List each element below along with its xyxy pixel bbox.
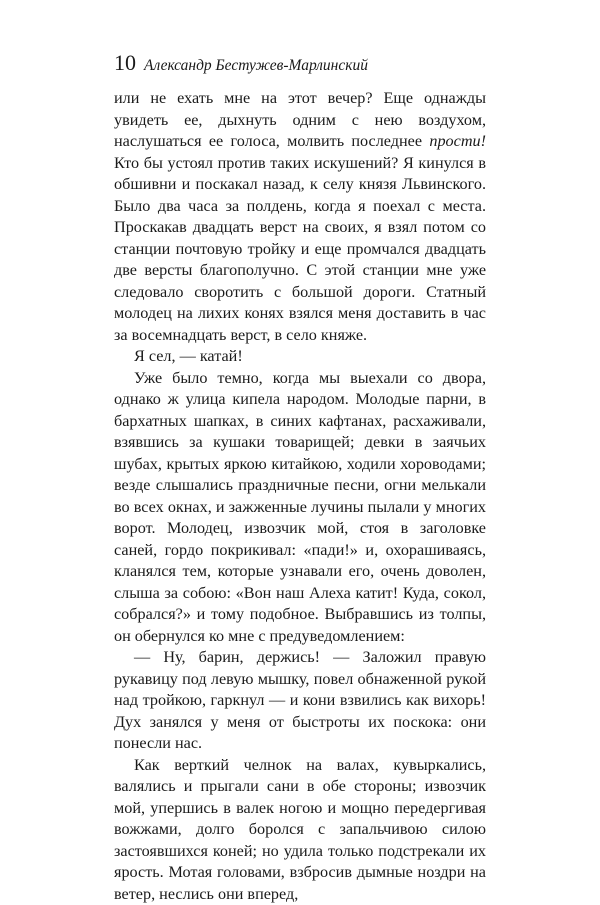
paragraph: — Ну, барин, держись! — Заложил правую рукавицу под левую мышку, повел обнаженной рукой над тройкою, гаркнул — и кони взвились как вихорь! Дух занялся у меня от быстроты их поскока: они понесли нас. [114, 647, 486, 755]
running-title: Александр Бестужев-Марлинский [144, 57, 368, 75]
book-page [114, 50, 486, 905]
paragraph: Я сел, — катай! [114, 346, 486, 368]
paragraph: Уже было темно, когда мы выехали со двора, однако ж улица кипела народом. Молодые парни, в бархатных шапках, в синих кафтанах, расхаживали, взявшись за кушаки товарищей; девки в заячьих шубах, крытых яркою китайкою, ходили хороводами; везде слышались праздничные песни, огни мелькали во всех окнах, и зажженные лучины пылали у многих ворот. Молодец, извозчик мой, стоя в заголовке саней, гордо покрикивал: «пади!» и, охорашиваясь, кланялся тем, которые узнавали его, очень доволен, слыша за собою: «Вон наш Алеха катит! Куда, сокол, собрался?» и тому подобное. Выбравшись из толпы, он обернулся ко мне с предуведомлением: [114, 368, 486, 648]
paragraph: Как верткий челнок на валах, кувыркались, валялись и прыгали сани в обе стороны; извозчик мой, упершись в валек ногою и мощно передергивая вожжами, долго боролся с запальчивою силою застоявшихся коней; но удила только подстрекали их ярость. Мотая головами, взбросив дымные ноздри на ветер, неслись они вперед, [114, 755, 486, 905]
body-text [114, 88, 486, 905]
running-head [114, 50, 486, 80]
paragraph-text-before: или не ехать мне на этот вечер? Еще однажды увидеть ее, дыхнуть одним с нею воздухом, наслушаться ее голоса, молвить последнее [114, 89, 486, 150]
italic-word: прости! [429, 132, 486, 150]
page-number: 10 [114, 50, 136, 76]
paragraph-continuation [114, 88, 486, 346]
paragraph-text-after: Кто бы устоял против таких искушений? Я кинулся в обшивни и поскакал назад, к селу князя Львинского. Было два часа за полдень, когда я поехал с места. Проскакав двадцать верст на своих, я взял потом со станции почтовую тройку и еще промчался двадцать две версты благополучно. С этой станции мне уже следовало своротить с большой дороги. Статный молодец на лихих конях взялся меня доставить в час за восемнадцать верст, в село княже. [114, 154, 486, 344]
